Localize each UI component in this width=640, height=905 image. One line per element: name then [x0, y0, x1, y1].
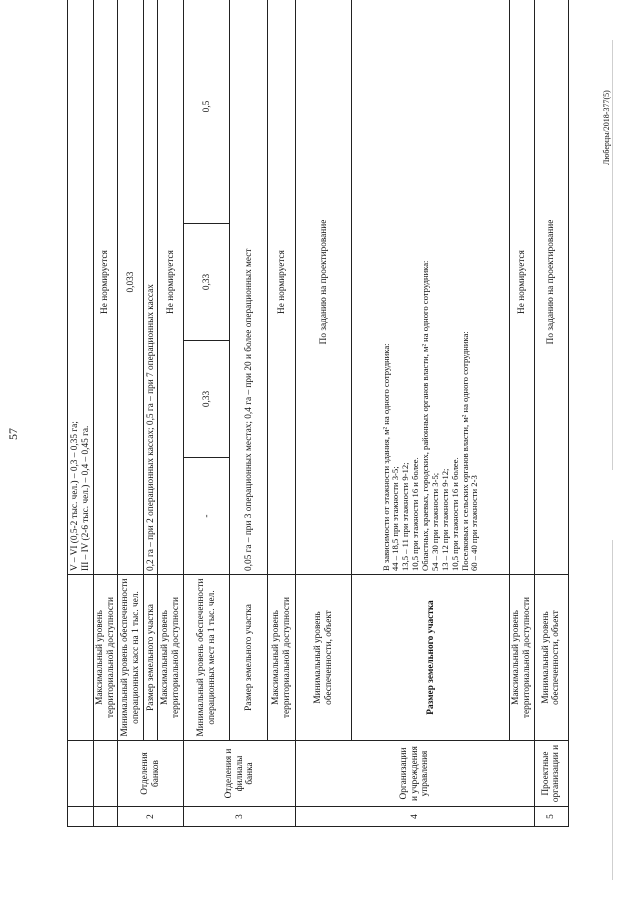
row-value: По заданию на проектирование [296, 0, 352, 575]
row-label: Минимальный уровень обеспеченности, объект [296, 575, 352, 741]
cell-empty [68, 807, 94, 827]
row-number: 2 [118, 807, 184, 827]
row-label: Минимальный уровень обеспеченности операционных мест на 1 тыс. чел. [184, 575, 230, 741]
table-row [268, 0, 296, 827]
row-label: Максимальный уровень территориальной доступности [268, 575, 296, 741]
row-value: Не нормируется [268, 0, 296, 575]
row-value: По заданию на проектирование [534, 0, 568, 575]
table-row [534, 0, 568, 827]
row-label: Минимальный уровень обеспеченности операционных касс на 1 тыс. чел. [118, 575, 144, 741]
facility-name: Организации и учреждения управления [296, 741, 534, 807]
cell-empty [68, 575, 94, 741]
table-row [296, 0, 352, 827]
document-footer-code: Люберцы/2018-377(5) [602, 90, 611, 165]
facility-name: Проектные организации и [534, 741, 568, 807]
row-label: Максимальный уровень территориальной доступности [510, 575, 534, 741]
table-row [144, 0, 158, 827]
row-value: 0,05 га – при 3 операционных местах; 0,4 га – при 20 и более операционных мест [230, 0, 268, 575]
continuation-cell: V – VI (0,5-2 тыс. чел.) – 0,3 – 0,35 га; III – IV (2-6 тыс. чел.) – 0,4 – 0,45 га. [68, 0, 94, 575]
row-label: Размер земельного участка [230, 575, 268, 741]
row-label: Размер земельного участка [144, 575, 158, 741]
row-value: - [184, 458, 230, 575]
cell-empty [94, 741, 118, 807]
row-number: 5 [534, 807, 568, 827]
row-number: 3 [184, 807, 296, 827]
cell-empty [68, 741, 94, 807]
cell-empty [94, 807, 118, 827]
table-row [230, 0, 268, 827]
page-number: 57 [6, 428, 20, 440]
table-row [94, 0, 118, 827]
row-value: Не нормируется [94, 0, 118, 575]
row-label: Максимальный уровень территориальной доступности [94, 575, 118, 741]
row-value: 0,2 га – при 2 операционных кассах; 0,5 га – при 7 операционных кассах [144, 0, 158, 575]
scan-edge-line [612, 540, 613, 880]
table-row [352, 0, 510, 827]
row-label: Минимальный уровень обеспеченности, объект [534, 575, 568, 741]
facility-name: Отделения и филиалы банка [184, 741, 296, 807]
row-value: Не нормируется [510, 0, 534, 575]
row-value: 0,033 [118, 0, 144, 575]
row-value: 0,33 [184, 224, 230, 341]
table-row [184, 0, 230, 827]
land-norms-cell: В зависимости от этажности здания, м² на одного сотрудника: 44 – 18,5 при этажности 3-5; 13,5 – 11 при этажности 9-12; 10,5 при этажности 16 и более. Областных, краевых, городских, районных органов власти, м² на одного сотрудника: 54 – 30 при этажности 3-5; 13 – 12 при этажности 9-12; 10,5 при этажности 16 и более. Поселковых и сельских органов власти, м² на одного сотрудника: 60 – 40 при этажности 2-3 [352, 0, 510, 575]
facility-name: Отделения банков [118, 741, 184, 807]
table-row [158, 0, 184, 827]
rotated-table-page [67, 0, 562, 827]
row-label: Максимальный уровень территориальной доступности [158, 575, 184, 741]
standards-table [67, 0, 569, 827]
table-row [68, 0, 94, 827]
row-value: 0,5 [184, 0, 230, 224]
row-value: 0,33 [184, 341, 230, 458]
row-value: Не нормируется [158, 0, 184, 575]
scan-edge-line [612, 40, 613, 470]
table-row [510, 0, 534, 827]
row-label: Размер земельного участка [352, 575, 510, 741]
table-row [118, 0, 144, 827]
row-number: 4 [296, 807, 534, 827]
